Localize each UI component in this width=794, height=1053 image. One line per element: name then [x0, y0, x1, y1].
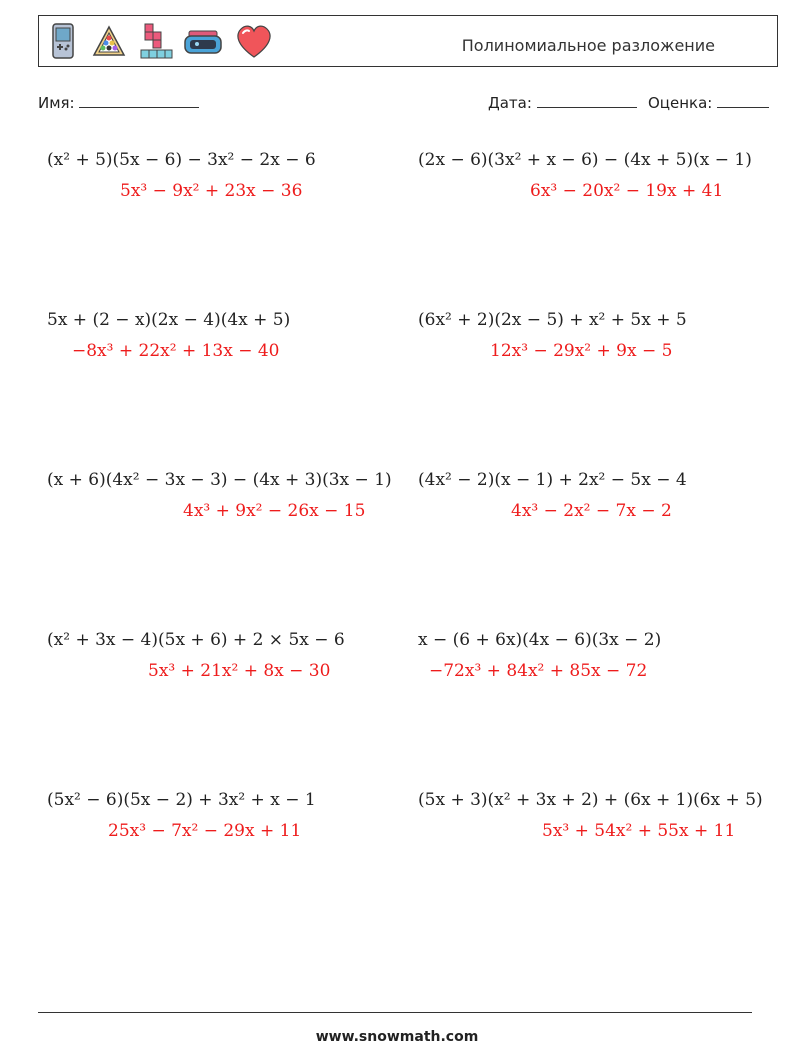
problem-answer: 6x³ − 20x² − 19x + 41 — [530, 181, 724, 201]
name-blank[interactable] — [79, 95, 199, 108]
problem-answer: 4x³ + 9x² − 26x − 15 — [183, 501, 366, 521]
problem-answer: 5x³ + 21x² + 8x − 30 — [148, 661, 331, 681]
footer-website[interactable]: www.snowmath.com — [315, 1029, 479, 1045]
problem-answer: −72x³ + 84x² + 85x − 72 — [429, 661, 648, 681]
problem-answer: −8x³ + 22x² + 13x − 40 — [72, 341, 280, 361]
problem-question: (x² + 3x − 4)(5x + 6) + 2 × 5x − 6 — [47, 630, 345, 650]
heart-icon — [233, 21, 275, 61]
header-icons — [45, 21, 275, 61]
problem-question: x − (6 + 6x)(4x − 6)(3x − 2) — [418, 630, 662, 650]
gameboy-icon — [45, 21, 81, 61]
problem-answer: 4x³ − 2x² − 7x − 2 — [511, 501, 672, 521]
score-label: Оценка: — [648, 94, 713, 112]
date-label: Дата: — [488, 94, 532, 112]
date-field — [488, 94, 637, 112]
problem-question: 5x + (2 − x)(2x − 4)(4x + 5) — [47, 310, 291, 330]
problem-answer: 25x³ − 7x² − 29x + 11 — [108, 821, 302, 841]
problem-answer: 5x³ + 54x² + 55x + 11 — [542, 821, 736, 841]
problem-question: (6x² + 2)(2x − 5) + x² + 5x + 5 — [418, 310, 687, 330]
problem-answer: 5x³ − 9x² + 23x − 36 — [120, 181, 303, 201]
problem-question: (x² + 5)(5x − 6) − 3x² − 2x − 6 — [47, 150, 316, 170]
worksheet-title: Полиномиальное разложение — [461, 36, 715, 55]
problem-answer: 12x³ − 29x² + 9x − 5 — [490, 341, 673, 361]
score-field — [648, 94, 769, 112]
name-field — [38, 94, 199, 112]
problem-question: (5x + 3)(x² + 3x + 2) + (6x + 1)(6x + 5) — [418, 790, 763, 810]
problem-question: (5x² − 6)(5x − 2) + 3x² + x − 1 — [47, 790, 316, 810]
billiard-rack-icon — [91, 21, 127, 61]
tetris-blocks-icon — [137, 21, 173, 61]
vr-headset-icon — [183, 21, 223, 61]
score-blank[interactable] — [717, 95, 769, 108]
name-label: Имя: — [38, 94, 75, 112]
problem-question: (x + 6)(4x² − 3x − 3) − (4x + 3)(3x − 1) — [47, 470, 392, 490]
date-blank[interactable] — [537, 95, 637, 108]
footer-divider — [38, 1012, 752, 1013]
worksheet-header — [38, 15, 778, 67]
problem-question: (2x − 6)(3x² + x − 6) − (4x + 5)(x − 1) — [418, 150, 752, 170]
problem-question: (4x² − 2)(x − 1) + 2x² − 5x − 4 — [418, 470, 687, 490]
